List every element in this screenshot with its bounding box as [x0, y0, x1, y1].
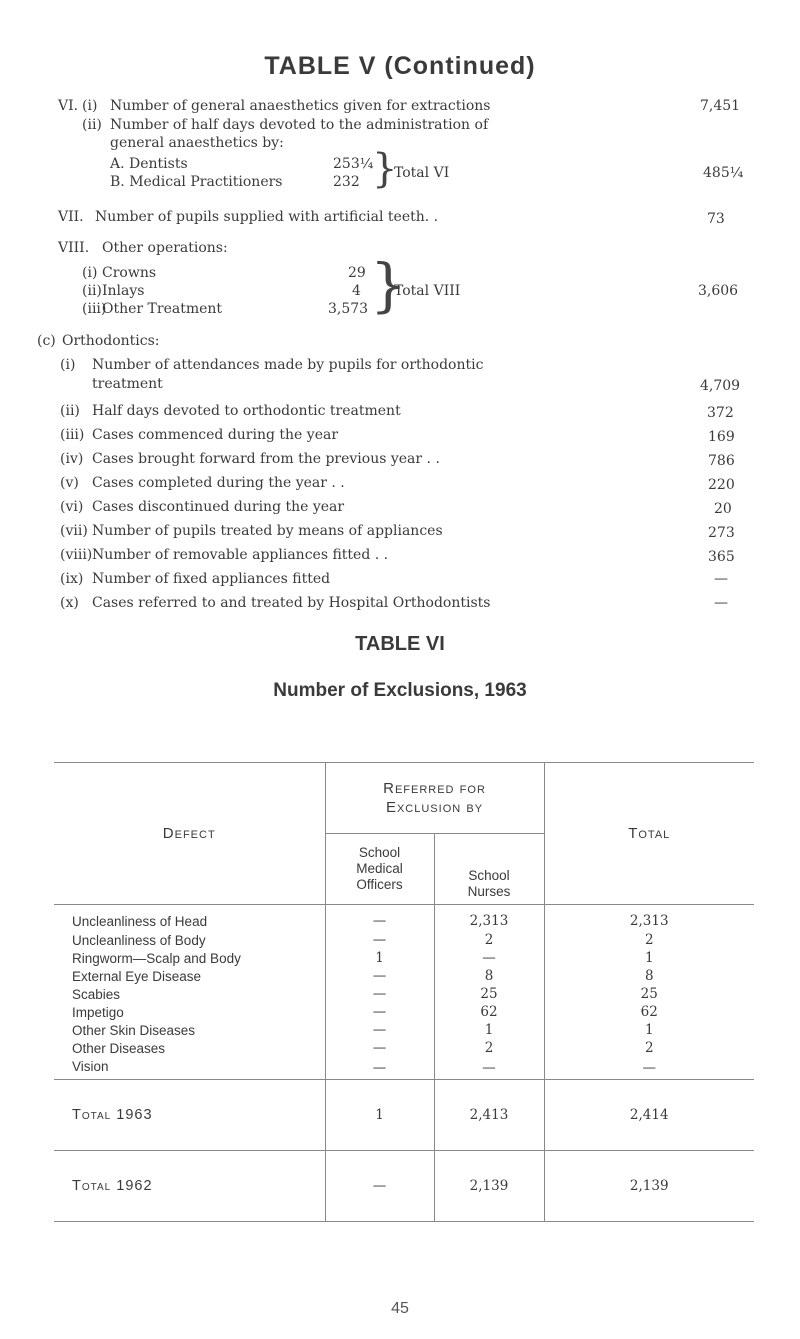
defect-cell: Other Diseases [72, 1040, 166, 1056]
c-item-text: Number of fixed appliances fitted [92, 571, 331, 587]
table-row [54, 931, 754, 949]
total-cell: 1 [544, 949, 754, 967]
smo-header [325, 834, 434, 905]
vi-i-value: 7,451 [700, 98, 741, 114]
c-item-label: (ix) [60, 571, 84, 587]
defect-header-label: Defect [162, 825, 216, 842]
total-cell: 62 [544, 1003, 754, 1021]
smo-cell: — [325, 967, 434, 985]
c-item-text: Cases completed during the year . . [92, 475, 345, 491]
defect-cell: Ringworm—Scalp and Body [72, 950, 241, 966]
total-1962-smo: — [325, 1151, 434, 1222]
viii-item-text: Inlays [102, 283, 145, 299]
c-item-value: 169 [708, 429, 735, 445]
vi-total-label: Total VI [394, 165, 450, 181]
c-item-text: Number of removable appliances fitted . . [92, 547, 389, 563]
defect-cell: Impetigo [72, 1004, 124, 1020]
table-row [54, 1057, 754, 1080]
c-item-value: 273 [708, 525, 735, 541]
total-1963-smo: 1 [325, 1080, 434, 1151]
referred-header-line-2: Exclusion by [385, 799, 484, 816]
sn-header-line-2: Nurses [467, 884, 511, 899]
c-item-label: (ii) [60, 403, 80, 419]
smo-header-line-3: Officers [356, 877, 403, 892]
sn-header [434, 834, 544, 905]
c-item-text: Number of pupils treated by means of appliances [92, 523, 443, 539]
c-item-value: 4,709 [700, 378, 741, 394]
c-item-text: Half days devoted to orthodontic treatment [92, 403, 401, 419]
total-cell: 2,313 [544, 905, 754, 932]
c-item-text: Cases referred to and treated by Hospital Orthodontists [92, 595, 491, 611]
table-5-title: TABLE V (Continued) [264, 52, 536, 80]
brace-vi: } [372, 146, 398, 192]
c-item-label: (vi) [60, 499, 84, 515]
page-number: 45 [391, 1300, 409, 1317]
c-item-text: Number of attendances made by pupils for orthodontic [92, 357, 484, 373]
total-header [544, 763, 754, 905]
total-1963-label [54, 1080, 325, 1151]
viii-item-value: 29 [348, 265, 366, 281]
total-1963-total: 2,414 [544, 1080, 754, 1151]
section-vii-number: VII. [58, 209, 84, 225]
c-item-label: (vii) [60, 523, 88, 539]
vi-ii-text-1: Number of half days devoted to the administration of [110, 117, 489, 133]
vi-b-text: B. Medical Practitioners [110, 174, 283, 190]
vi-total-value: 485¼ [703, 165, 744, 181]
sn-cell: — [434, 1057, 544, 1080]
vii-text: Number of pupils supplied with artificial teeth. . [95, 209, 439, 225]
total-1962-label-text: Total 1962 [72, 1178, 153, 1194]
defect-cell: Scabies [72, 986, 121, 1002]
total-cell: 2 [544, 1039, 754, 1057]
defect-cell: Uncleanliness of Head [72, 913, 208, 929]
sn-cell: 1 [434, 1021, 544, 1039]
total-cell: — [544, 1057, 754, 1080]
sn-cell: 2 [434, 1039, 544, 1057]
c-item-label: (x) [60, 595, 79, 611]
table-row [54, 1021, 754, 1039]
sn-cell: 2 [434, 931, 544, 949]
table-row [54, 985, 754, 1003]
vi-ii-label: (ii) [82, 117, 102, 133]
total-1963-row [54, 1080, 754, 1151]
c-item-value: — [714, 571, 728, 587]
defect-cell: Uncleanliness of Body [72, 932, 206, 948]
total-1963-label-text: Total 1963 [72, 1107, 153, 1123]
table-row [54, 1039, 754, 1057]
smo-cell: — [325, 985, 434, 1003]
defect-cell: External Eye Disease [72, 968, 202, 984]
c-item-label: (i) [60, 357, 76, 373]
c-item-value: 20 [714, 501, 732, 517]
defect-cell: Vision [72, 1058, 109, 1074]
vii-value: 73 [707, 211, 725, 227]
brace-viii: } [370, 251, 407, 319]
vi-b-value: 232 [333, 174, 360, 190]
c-item-value: 786 [708, 453, 735, 469]
smo-header-line-2: Medical [356, 861, 403, 876]
c-item-value: 365 [708, 549, 735, 565]
referred-header-line-1: Referred for [383, 780, 486, 797]
section-vi-number: VI. [58, 98, 79, 114]
vi-a-text: A. Dentists [110, 156, 188, 172]
c-text: Orthodontics: [62, 333, 160, 349]
header-row-1 [54, 763, 754, 834]
sn-header-line-1: School [468, 868, 510, 883]
table-row [54, 949, 754, 967]
total-cell: 2 [544, 931, 754, 949]
viii-item-value: 4 [352, 283, 361, 299]
total-cell: 8 [544, 967, 754, 985]
viii-item-value: 3,573 [328, 301, 369, 317]
smo-cell: — [325, 1021, 434, 1039]
total-1963-sn: 2,413 [434, 1080, 544, 1151]
defect-cell: Other Skin Diseases [72, 1022, 196, 1038]
c-item-value: — [714, 595, 728, 611]
section-viii-number: VIII. [58, 240, 90, 256]
table-row [54, 905, 754, 932]
smo-cell: — [325, 931, 434, 949]
smo-cell: 1 [325, 949, 434, 967]
viii-total-label: Total VIII [394, 283, 461, 299]
defect-header [54, 763, 325, 905]
sn-cell: 2,313 [434, 905, 544, 932]
c-item-text: Cases discontinued during the year [92, 499, 345, 515]
c-item-label: (iii) [60, 427, 85, 443]
sn-cell: — [434, 949, 544, 967]
total-1962-label [54, 1151, 325, 1222]
vi-i-text: Number of general anaesthetics given for extractions [110, 98, 491, 114]
vi-a-value: 253¼ [333, 156, 374, 172]
c-item-value: 220 [708, 477, 735, 493]
total-1962-row [54, 1151, 754, 1222]
c-item-label: (viii) [60, 547, 93, 563]
smo-header-line-1: School [358, 845, 401, 860]
sn-cell: 62 [434, 1003, 544, 1021]
vi-ii-text-2: general anaesthetics by: [110, 135, 284, 151]
viii-total-value: 3,606 [698, 283, 739, 299]
smo-cell: — [325, 1003, 434, 1021]
sn-cell: 25 [434, 985, 544, 1003]
referred-header [325, 763, 544, 834]
table-6-title: TABLE VI [355, 633, 445, 655]
c-label: (c) [37, 333, 56, 349]
viii-item-text: Crowns [102, 265, 157, 281]
viii-item-text: Other Treatment [102, 301, 223, 317]
total-cell: 1 [544, 1021, 754, 1039]
total-1962-sn: 2,139 [434, 1151, 544, 1222]
viii-item-label: (i) [82, 265, 98, 281]
total-1962-total: 2,139 [544, 1151, 754, 1222]
table-6-subtitle: Number of Exclusions, 1963 [273, 680, 527, 701]
c-item-text: Cases commenced during the year [92, 427, 339, 443]
table-row [54, 1003, 754, 1021]
c-item-label: (iv) [60, 451, 84, 467]
total-header-label: Total [628, 825, 671, 842]
viii-item-label: (iii) [82, 301, 107, 317]
table-row [54, 967, 754, 985]
total-cell: 25 [544, 985, 754, 1003]
vi-i-label: (i) [82, 98, 98, 114]
smo-cell: — [325, 1057, 434, 1080]
c-item-text-2: treatment [92, 376, 163, 392]
viii-item-label: (ii) [82, 283, 102, 299]
c-item-value: 372 [707, 405, 734, 421]
smo-cell: — [325, 1039, 434, 1057]
c-item-text: Cases brought forward from the previous year . . [92, 451, 440, 467]
smo-cell: — [325, 905, 434, 932]
sn-cell: 8 [434, 967, 544, 985]
viii-text: Other operations: [102, 240, 228, 256]
exclusions-table [54, 762, 754, 1222]
c-item-label: (v) [60, 475, 79, 491]
